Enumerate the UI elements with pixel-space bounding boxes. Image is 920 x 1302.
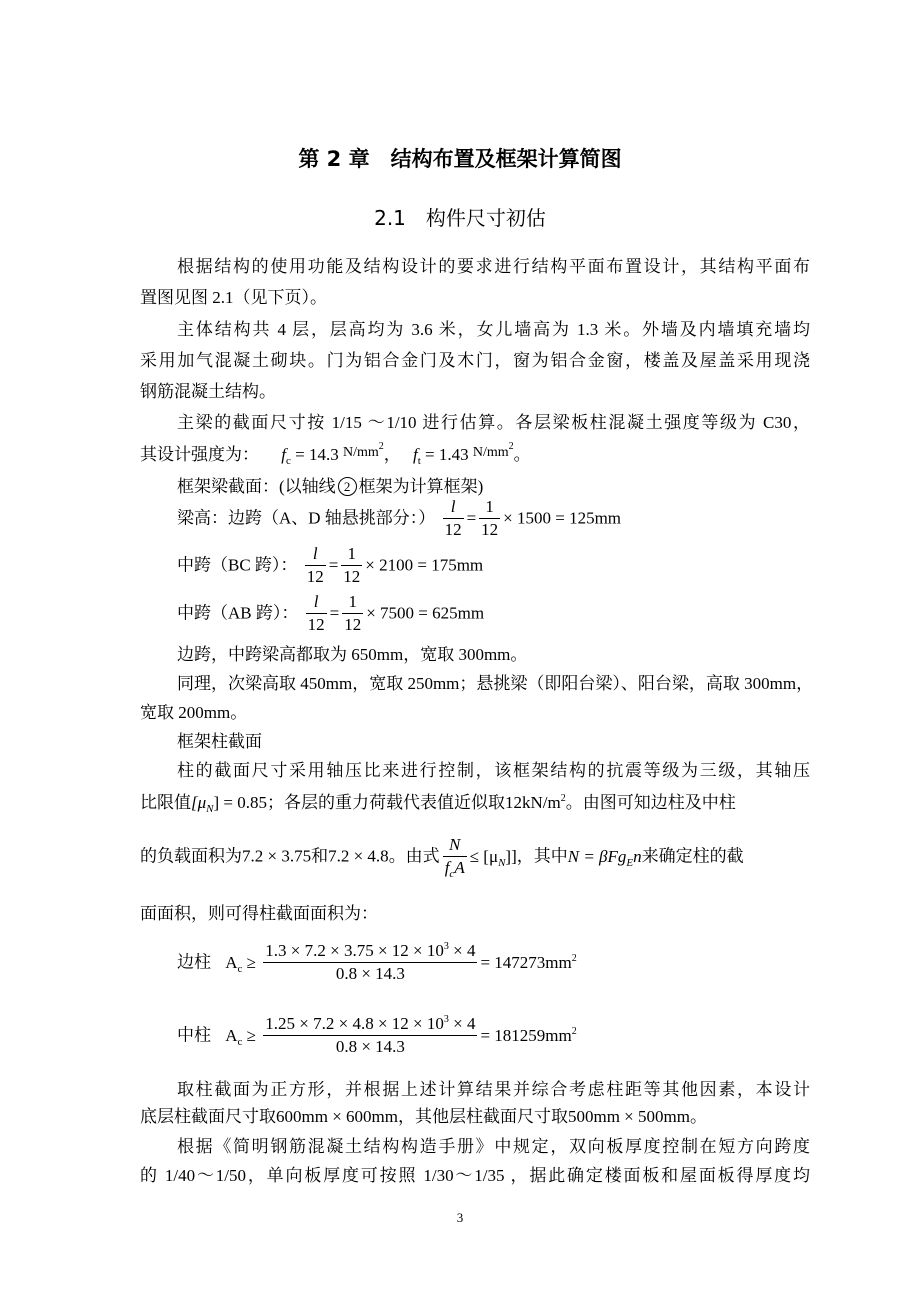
paragraph-line: 根据《简明钢筋混凝土结构构造手册》中规定，双向板厚度控制在短方向跨度 [177, 1137, 810, 1156]
formula-line: 的负载面积为7.2 × 3.75和7.2 × 4.8。由式 $\frac{N}{f_cA}$ ≤ $[\mu_N]$]，其中N = βFg$_E$n来确定柱的截 [140, 835, 744, 880]
formula-line: 其设计强度为： $f_c = 14.3$ $^{N/mm^2}$， $f_t = 1.43$ $^{N/mm^2}$。 [140, 441, 531, 467]
paragraph-line: 柱的截面尺寸采用轴压比来进行控制，该框架结构的抗震等级为三级，其轴压 [177, 761, 810, 780]
paragraph-line: 边跨，中跨梁高都取为 650mm，宽取 300mm。 [177, 645, 528, 664]
paragraph-line: 钢筋混凝土结构。 [140, 382, 276, 401]
beam-height-bc: 中跨（BC 跨）： $\frac{l}{12}$ = $\frac{1}{12}$ × 2100 = 175mm [177, 544, 484, 586]
fc-value: = 14.3 [295, 445, 339, 464]
paragraph-line: 主体结构共 4 层，层高均为 3.6 米，女儿墙高为 1.3 米。外墙及内墙填充墙均 [177, 320, 810, 339]
column-heading: 框架柱截面 [177, 732, 262, 751]
equation-edge-column: 边柱 $A_c$ ≥ $\frac{1.3 \times 7.2 \times 3.75 \times 12 \times 10^3 \times 4}{0.8 \times 14.3}$ = $147273mm^2$ [177, 941, 577, 983]
period: 。 [513, 445, 531, 464]
axis-circle-2: 2 [338, 477, 357, 496]
ft-value: = 1.43 [425, 445, 469, 464]
paragraph-line: 主梁的截面尺寸按 1/15 ～1/10 进行估算。各层梁板柱混凝土强度等级为 C30， [177, 413, 810, 432]
paragraph-line: 面面积，则可得柱截面面积为： [140, 904, 378, 923]
paragraph-line: 置图见图 2.1（见下页）。 [140, 288, 327, 307]
paragraph-line: 宽取 200mm。 [140, 703, 248, 722]
paragraph-line: 根据结构的使用功能及结构设计的要求进行结构平面布置设计，其结构平面布 [177, 257, 810, 276]
beam-heading: 框架梁截面：(以轴线 2 框架为计算框架) [177, 477, 484, 496]
equation-middle-column: 中柱 $A_c$ ≥ $\frac{1.25 \times 7.2 \times 4.8 \times 12 \times 10^3 \times 4}{0.8 \times 14.3}$ = $181259mm^2$ [177, 1014, 577, 1056]
unit: N/mm2 [342, 441, 384, 460]
paragraph-line: 同理，次梁高取 450mm，宽取 250mm；悬挑梁（即阳台梁）、阳台梁，高取 300mm， [177, 674, 814, 693]
paragraph-line: 取柱截面为正方形，并根据上述计算结果并综合考虑柱距等其他因素，本设计 [177, 1080, 810, 1099]
paragraph-line: 的 1/40～1/50，单向板厚度可按照 1/30～1/35 ，据此确定楼面板和屋面板得厚度均 [140, 1166, 810, 1185]
beam-height-ab: 中跨（AB 跨）： $\frac{l}{12}$ = $\frac{1}{12}$ × 7500 = 625mm [177, 592, 485, 634]
paragraph-line: 底层柱截面尺寸取600mm × 600mm，其他层柱截面尺寸取500mm × 500mm。 [140, 1107, 707, 1126]
unit: N/mm2 [472, 441, 514, 460]
section-title: 2.1 构件尺寸初估 [374, 206, 546, 230]
beam-height-edge: 梁高：边跨（A、D 轴悬挑部分：） $\frac{l}{12}$ = $\frac{1}{12}$ × 1500 = 125mm [177, 497, 622, 539]
text: 其设计强度为： [140, 445, 259, 464]
formula-line: 比限值$[\mu_N] = 0.85$；各层的重力荷载代表值近似取$12kN/m^2$。由图可知边柱及中柱 [140, 793, 736, 815]
page-number: 3 [456, 1210, 464, 1225]
comma: ， [383, 445, 401, 464]
chapter-title: 第 2 章 结构布置及框架计算简图 [298, 147, 622, 171]
paragraph-line: 采用加气混凝土砌块。门为铝合金门及木门，窗为铝合金窗，楼盖及屋盖采用现浇 [140, 351, 810, 370]
